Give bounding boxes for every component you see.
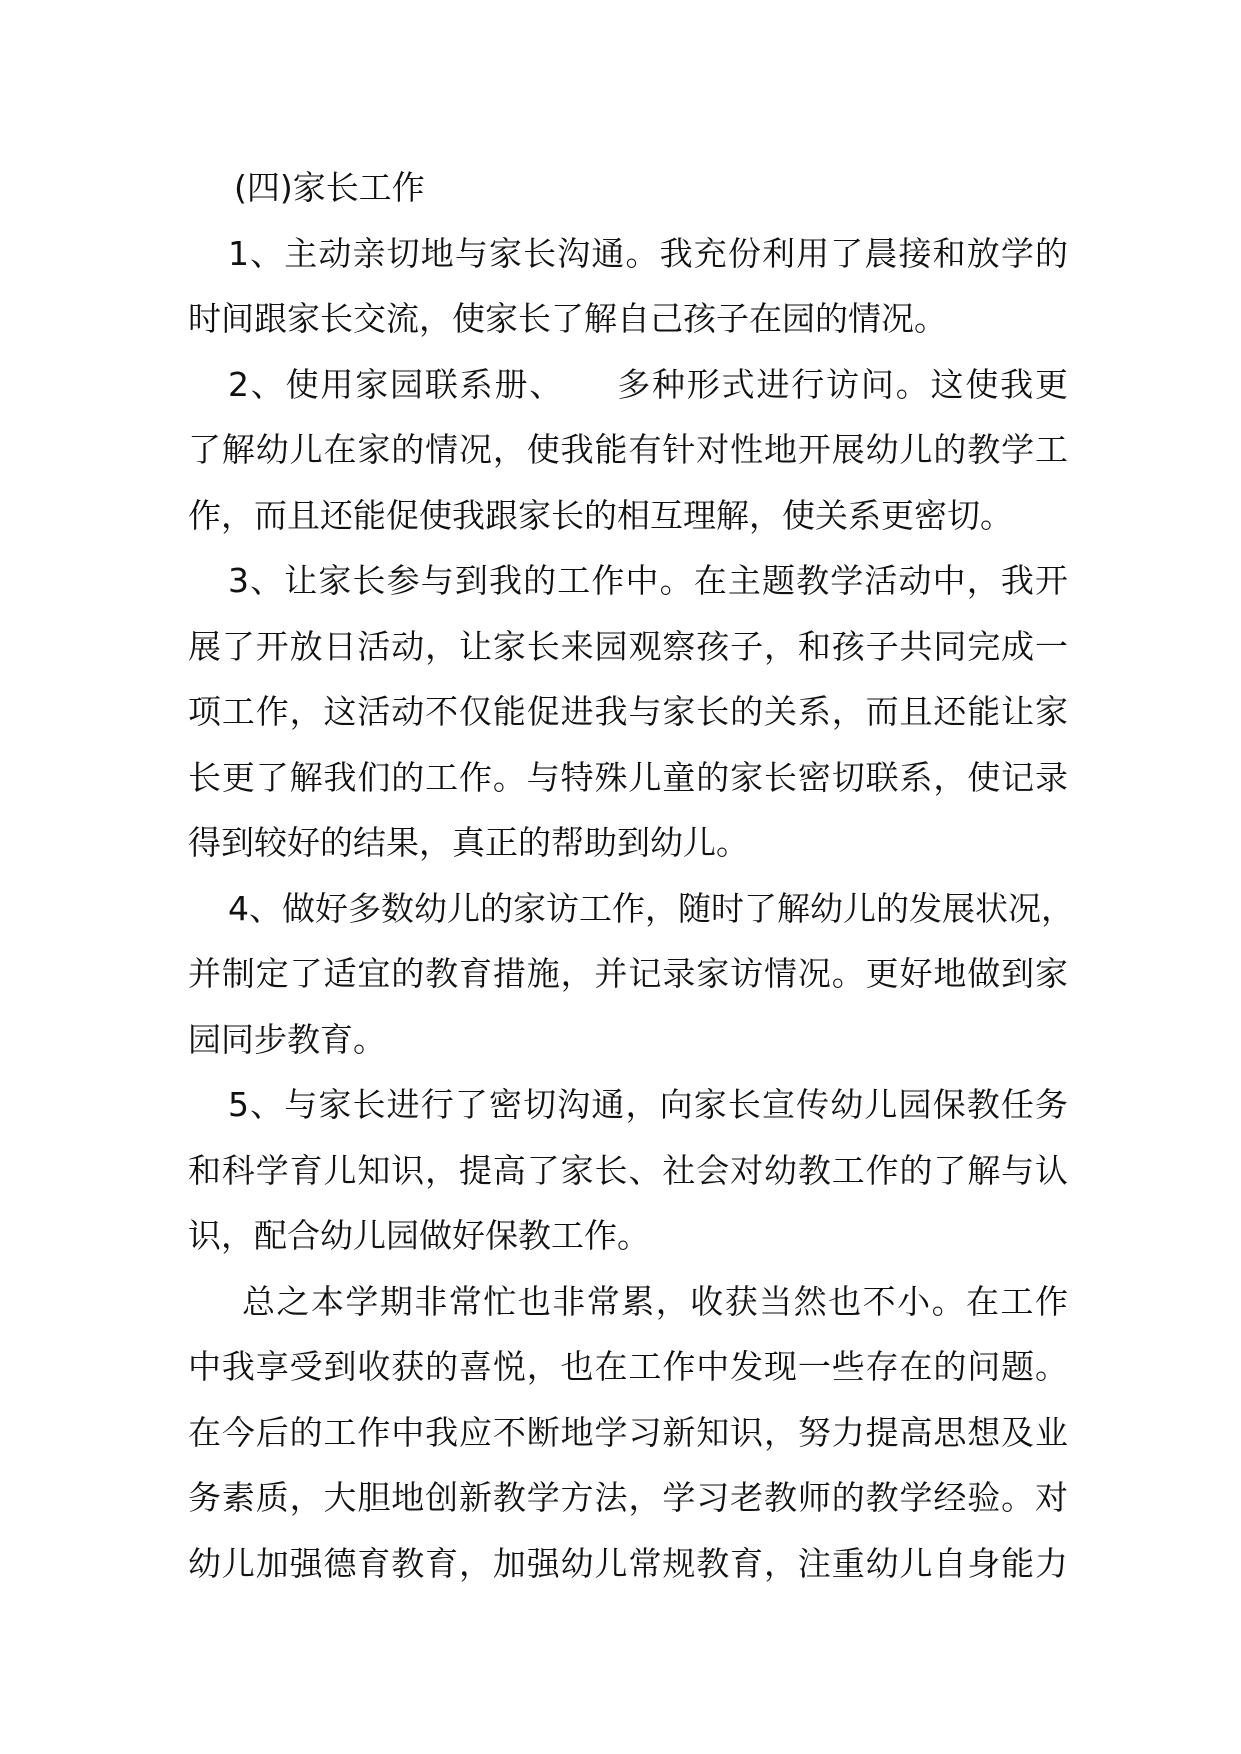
- document-body: [188, 155, 1074, 1596]
- paragraph-6-line-2: 中我享受到收获的喜悦，也在工作中发现一些存在的问题。: [188, 1347, 1068, 1386]
- paragraph-6-line-3: 在今后的工作中我应不断地学习新知识，努力提高思想及业: [188, 1412, 1068, 1452]
- paragraph-5-line-3: 识，配合幼儿园做好保教工作。: [188, 1216, 650, 1255]
- paragraph-3-line-1: 3、让家长参与到我的工作中。在主题教学活动中，我开: [228, 561, 1068, 600]
- paragraph-5-line-1: 5、与家长进行了密切沟通，向家长宣传幼儿园保教任务: [228, 1085, 1068, 1124]
- paragraph-3-line-5: 得到较好的结果，真正的帮助到幼儿。: [188, 823, 749, 862]
- paragraph-4-line-3: 园同步教育。: [188, 1019, 386, 1059]
- paragraph-2-line-3: 作，而且还能促使我跟家长的相互理解，使关系更密切。: [188, 495, 1013, 535]
- paragraph-4-line-1: 4、做好多数幼儿的家访工作，随时了解幼儿的发展状况，: [228, 888, 1074, 928]
- paragraph-4-line-2: 并制定了适宜的教育措施，并记录家访情况。更好地做到家: [188, 954, 1068, 993]
- paragraph-3-line-2: 展了开放日活动，让家长来园观察孩子，和孩子共同完成一: [188, 626, 1068, 666]
- paragraph-1-line-2: 时间跟家长交流，使家长了解自己孩子在园的情况。: [188, 299, 947, 338]
- paragraph-6-line-5: 幼儿加强德育教育，加强幼儿常规教育，注重幼儿自身能力: [188, 1543, 1068, 1583]
- paragraph-2-line-2: 了解幼儿在家的情况，使我能有针对性地开展幼儿的教学工: [188, 430, 1068, 469]
- paragraph-2-line-1: 2、使用家园联系册、 多种形式进行访问。这使我更: [228, 364, 1068, 404]
- paragraph-6-line-4: 务素质，大胆地创新教学方法，学习老教师的教学经验。对: [188, 1478, 1068, 1517]
- paragraph-5-line-2: 和科学育儿知识，提高了家长、社会对幼教工作的了解与认: [188, 1150, 1068, 1190]
- paragraph-1-line-1: 1、主动亲切地与家长沟通。我充份利用了晨接和放学的: [228, 233, 1068, 273]
- paragraph-3-line-3: 项工作，这活动不仅能促进我与家长的关系，而且还能让家: [188, 692, 1068, 731]
- paragraph-3-line-4: 长更了解我们的工作。与特殊儿童的家长密切联系，使记录: [188, 757, 1068, 797]
- paragraph-6-line-1: 总之本学期非常忙也非常累，收获当然也不小。在工作: [242, 1281, 1068, 1321]
- section-heading: (四)家长工作: [234, 168, 425, 207]
